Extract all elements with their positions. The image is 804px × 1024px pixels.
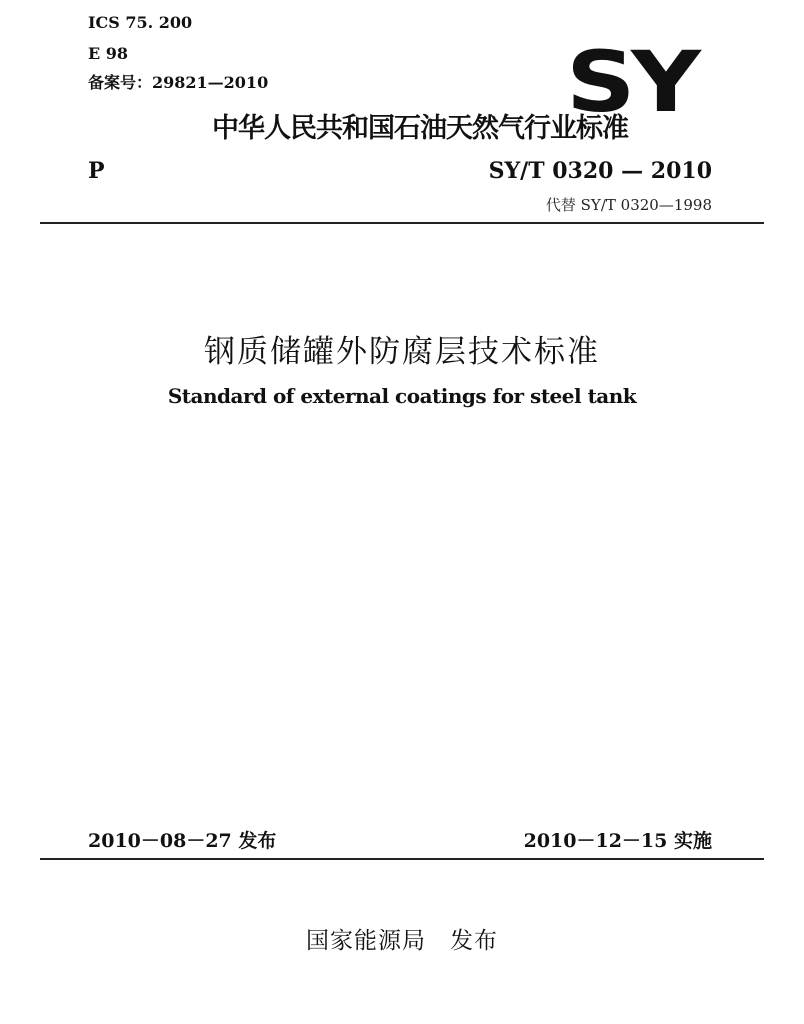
top-divider (40, 222, 764, 224)
document-title-english: Standard of external coatings for steel tank (167, 384, 637, 408)
issue-date: 2010－08－27 发布 (88, 830, 277, 852)
standard-organization: 中华人民共和国石油天然气行业标准 (212, 113, 628, 144)
replaces-standard: 代替 SY/T 0320—1998 (545, 196, 712, 214)
bottom-divider (40, 858, 764, 860)
record-number: 备案号：29821—2010 (88, 73, 269, 92)
sy-logo: SY (565, 33, 696, 131)
implementation-date: 2010－12－15 实施 (523, 830, 712, 852)
ccs-code: E 98 (88, 44, 129, 63)
standard-category: P (88, 158, 105, 184)
publisher: 国家能源局 发布 (306, 928, 498, 954)
ics-code: ICS 75. 200 (88, 13, 193, 32)
document-title-chinese: 钢质储罐外防腐层技术标准 (204, 334, 600, 370)
standard-number: SY/T 0320 — 2010 (488, 158, 712, 184)
